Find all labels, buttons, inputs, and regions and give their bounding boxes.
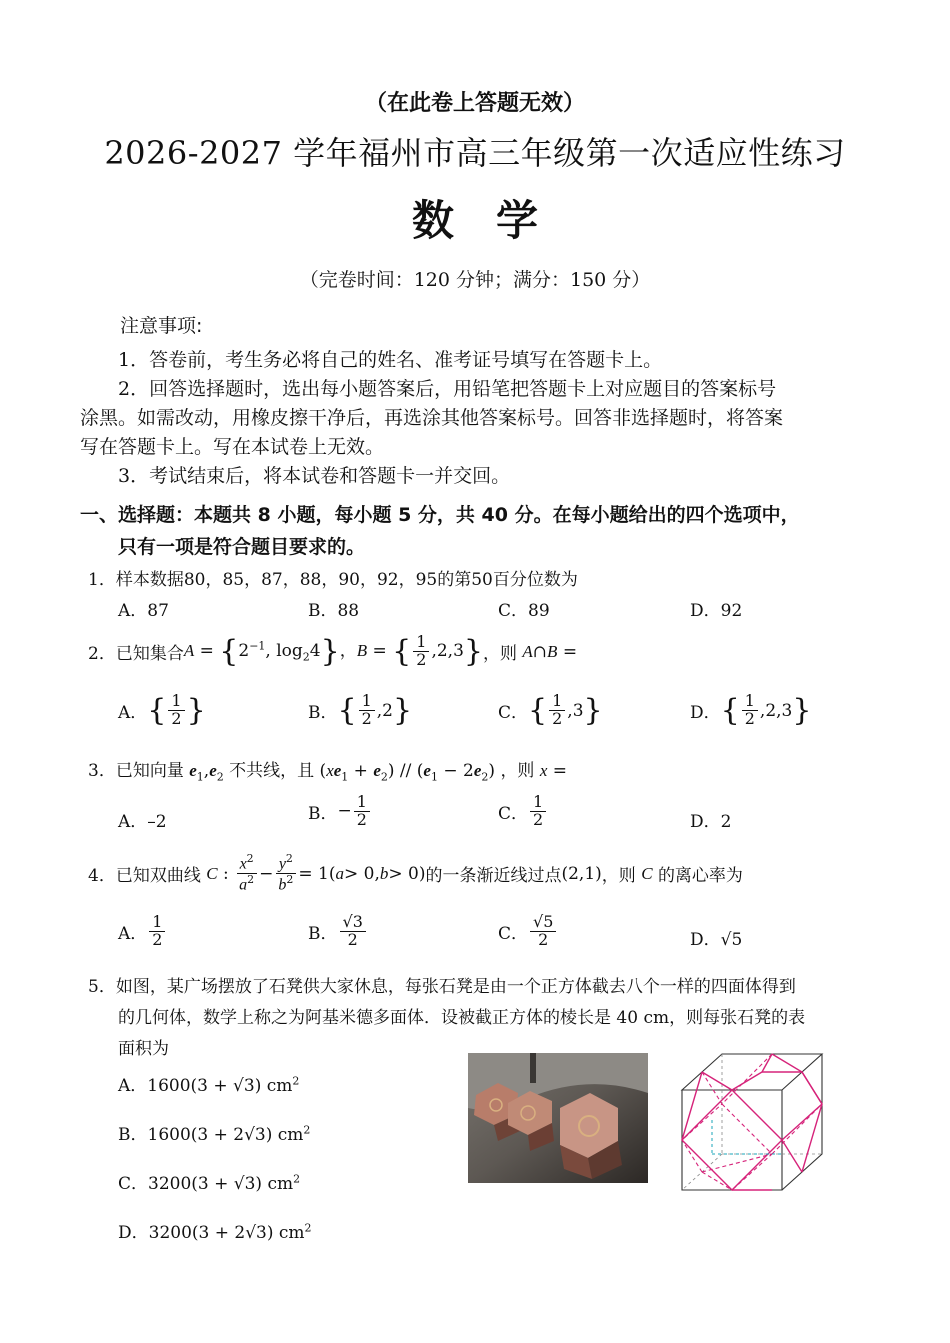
q2-stem <box>88 634 577 669</box>
instruction-2-line3: 写在答题卡上。写在本试卷上无效。 <box>80 436 385 458</box>
q2-set-b: B = { $\frac{1}{2}$ ,2,3} <box>356 632 483 669</box>
q2-option-a: A． { $\frac{1}{2}$ } <box>118 691 206 728</box>
q3-number: 3． <box>88 761 116 781</box>
q1-option-b: B．88 <box>308 601 360 621</box>
q5-line3: 面积为 <box>118 1039 169 1059</box>
q5-line2: 的几何体，数学上称之为阿基米德多面体．设被截正方体的棱长是 40 cm，则每张石凳的表 <box>118 1008 806 1028</box>
q5-option-b: B．1600(3 + 2√3) $cm^2$ <box>118 1123 311 1145</box>
q4-text2: 的一条渐近线过点 <box>425 866 562 887</box>
q4-option-d: D．√5 <box>690 930 743 950</box>
q5-option-d: D．3200(3 + 2√3) $cm^2$ <box>118 1221 312 1243</box>
q2-number: 2． <box>88 644 116 664</box>
q2-intersection: A∩B = <box>522 641 578 662</box>
q3-option-b: B． − $\frac{1}{2}$ <box>308 794 372 829</box>
q2-option-b: B． { $\frac{1}{2}$ ,2 } <box>308 691 413 728</box>
q3-text1: 已知向量 <box>115 761 184 781</box>
exam-title: 2026-2027 学年福州市高三年级第一次适应性练习 <box>104 134 846 172</box>
instruction-1: 1．答卷前，考生务必将自己的姓名、准考证号填写在答题卡上。 <box>118 349 663 371</box>
q5-option-a: A．1600(3 + √3) $cm^2$ <box>118 1074 300 1096</box>
q4-option-b: B． $\frac{√3}{2}$ <box>308 914 368 949</box>
q2-text2: ，则 <box>483 644 517 664</box>
q4-point: (2,1) <box>561 863 602 884</box>
q4-stem: 4． 已知双曲线 C : $\frac{x^2}{a^2}$ − $\frac{y^2}{b^2}$ = 1( a > 0, b > 0) 的一条渐近线过点 (2,1) ，则 C 的离心率为 <box>88 852 743 894</box>
q1-option-a: A．87 <box>118 601 169 621</box>
q5-line1: 5．如图，某广场摆放了石凳供大家休息，每张石凳是由一个正方体截去八个一样的四面体得到 <box>88 977 796 997</box>
q1-stem: 1．样本数据80，85，87，88，90，92，95的第50百分位数为 <box>88 570 578 590</box>
q1-option-d: D．92 <box>690 601 743 621</box>
section1-heading-line2: 只有一项是符合题目要求的。 <box>118 536 366 558</box>
stone-stools-photo <box>468 1053 648 1183</box>
subject-title: 数 学 <box>411 196 538 245</box>
q5-option-c: C．3200(3 + √3) $cm^2$ <box>118 1172 301 1194</box>
q4-text3: ，则 <box>601 866 636 887</box>
q2-option-d: D． { $\frac{1}{2}$ ,2,3 } <box>690 691 812 728</box>
q1-option-c: C．89 <box>498 601 550 621</box>
q4-option-c: C． $\frac{√5}{2}$ <box>498 914 558 949</box>
q3-stem: 3．已知向量 $e_1,e_2$ 不共线，且 $(xe_1 + e_2) // (e_1 - 2e_2)$ ，则 x = <box>88 761 568 784</box>
time-info: （完卷时间：120 分钟；满分：150 分） <box>299 269 651 291</box>
q3-option-c: C． $\frac{1}{2}$ <box>498 794 548 829</box>
cuboctahedron-diagram <box>676 1050 826 1195</box>
instruction-2-line2: 涂黑。如需改动，用橡皮擦干净后，再选涂其他答案标号。回答非选择题时，将答案 <box>80 407 784 429</box>
q3-option-d: D．2 <box>690 812 732 832</box>
q4-equation: C : $\frac{x^2}{a^2}$ − $\frac{y^2}{b^2}$ = 1( a > 0, b > 0) <box>206 852 426 894</box>
q4-text1: 已知双曲线 <box>115 866 201 887</box>
q4-text4: 的离心率为 <box>657 866 743 887</box>
q4-option-a: A． $\frac{1}{2}$ <box>118 914 167 949</box>
q3-option-a: A．–2 <box>118 812 167 832</box>
q4-number: 4． <box>88 866 116 887</box>
q3-vector-expression: $(xe_1 + e_2) // (e_1 - 2e_2)$ <box>319 761 496 784</box>
notice-text: （在此卷上答题无效） <box>364 91 585 116</box>
instruction-2-line1: 2．回答选择题时，选出每小题答案后，用铅笔把答题卡上对应题目的答案标号 <box>118 378 777 400</box>
q3-text2: 不共线，且 <box>229 761 315 781</box>
q2-set-a: $A = \{2^{-1}$, $\log_24$}， <box>183 634 357 669</box>
instruction-3: 3．考试结束后，将本试卷和答题卡一并交回。 <box>118 465 511 487</box>
q3-text3: ，则 <box>500 761 535 781</box>
q2-option-c: C． { $\frac{1}{2}$ ,3 } <box>498 691 603 728</box>
instructions-heading: 注意事项: <box>120 315 203 337</box>
section1-heading-line1: 一、选择题：本题共 8 小题，每小题 5 分，共 40 分。在每小题给出的四个选项中， <box>80 504 800 526</box>
q2-text1: 已知集合 <box>115 644 184 664</box>
